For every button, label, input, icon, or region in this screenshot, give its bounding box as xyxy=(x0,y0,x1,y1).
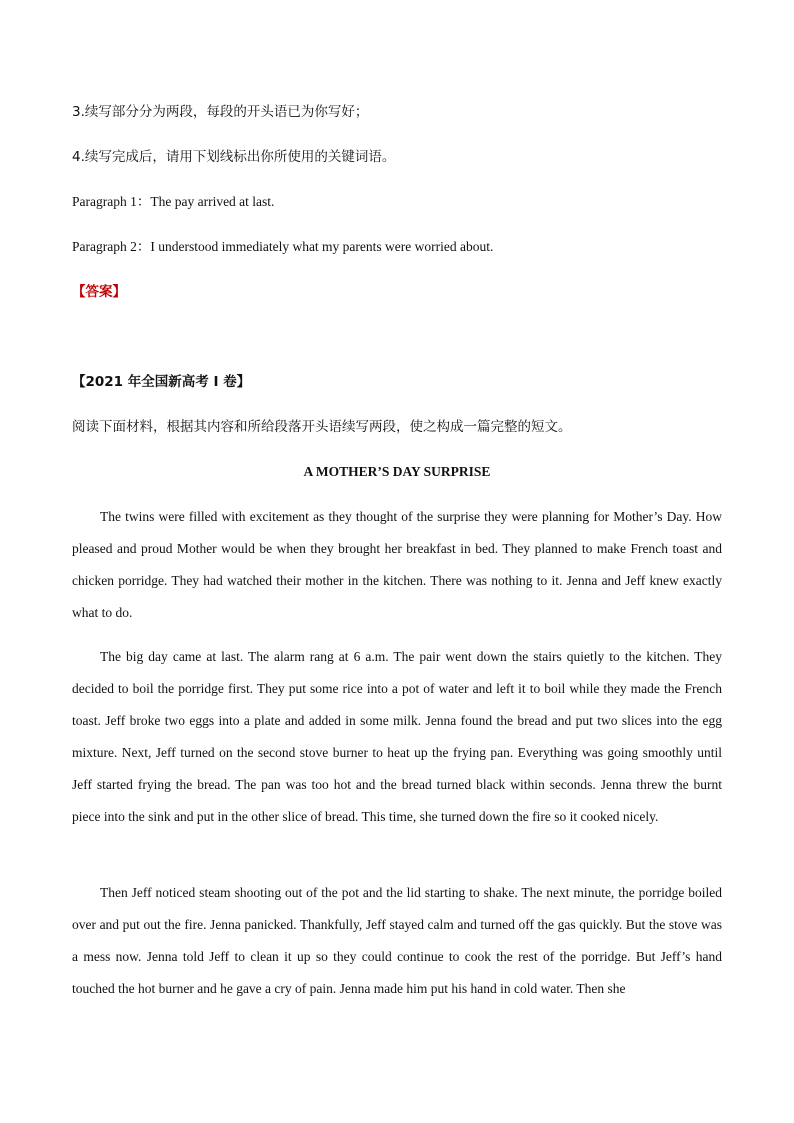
story-paragraph-3: Then Jeff noticed steam shooting out of the pot and the lid starting to shake. The next minute, the porridge boiled over and put out the fire. Jenna panicked. Thankfully, Jeff stayed calm and turned off the gas quickly. But the stove was a mess now. Jenna told Jeff to clean it up so they could continue to cook the rest of the porridge. But Jeff’s hand touched the hot burner and he gave a cry of pain. Jenna made him put his hand in cold water. Then she xyxy=(72,885,722,996)
instruction-item-4: 4.续写完成后，请用下划线标出你所使用的关键词语。 xyxy=(72,149,396,165)
answer-label: 【答案】 xyxy=(72,284,126,300)
story-paragraph-2: The big day came at last. The alarm rang at 6 a.m. The pair went down the stairs quietly to the kitchen. They decided to boil the porridge first. They put some rice into a pot of water and left it to boil while they made the French toast. Jeff broke two eggs into a plate and added in some milk. Jenna found the bread and put two slices into the egg mixture. Next, Jeff turned on the second stove burner to heat up the frying pan. Everything was going smoothly until Jeff started frying the bread. The pan was too hot and the bread turned black within seconds. Jenna threw the burnt piece into the sink and put in the other slice of bread. This time, she turned down the fire so it cooked nicely. xyxy=(72,649,722,824)
instruction-item-3: 3.续写部分分为两段，每段的开头语已为你写好； xyxy=(72,104,369,120)
paragraph-2-opening: Paragraph 2：I understood immediately what my parents were worried about. xyxy=(72,239,494,254)
section-heading: 【2021 年全国新高考 I 卷】 xyxy=(72,374,251,390)
task-instruction: 阅读下面材料，根据其内容和所给段落开头语续写两段，使之构成一篇完整的短文。 xyxy=(72,419,572,435)
story-title: A MOTHER’S DAY SURPRISE xyxy=(303,464,491,479)
story-paragraph-1: The twins were filled with excitement as they thought of the surprise they were planning for Mother’s Day. How pleased and proud Mother would be when they brought her breakfast in bed. They planned to make French toast and chicken porridge. They had watched their mother in the kitchen. There was nothing to it. Jenna and Jeff knew exactly what to do. xyxy=(72,509,722,620)
paragraph-1-opening: Paragraph 1：The pay arrived at last. xyxy=(72,194,275,209)
